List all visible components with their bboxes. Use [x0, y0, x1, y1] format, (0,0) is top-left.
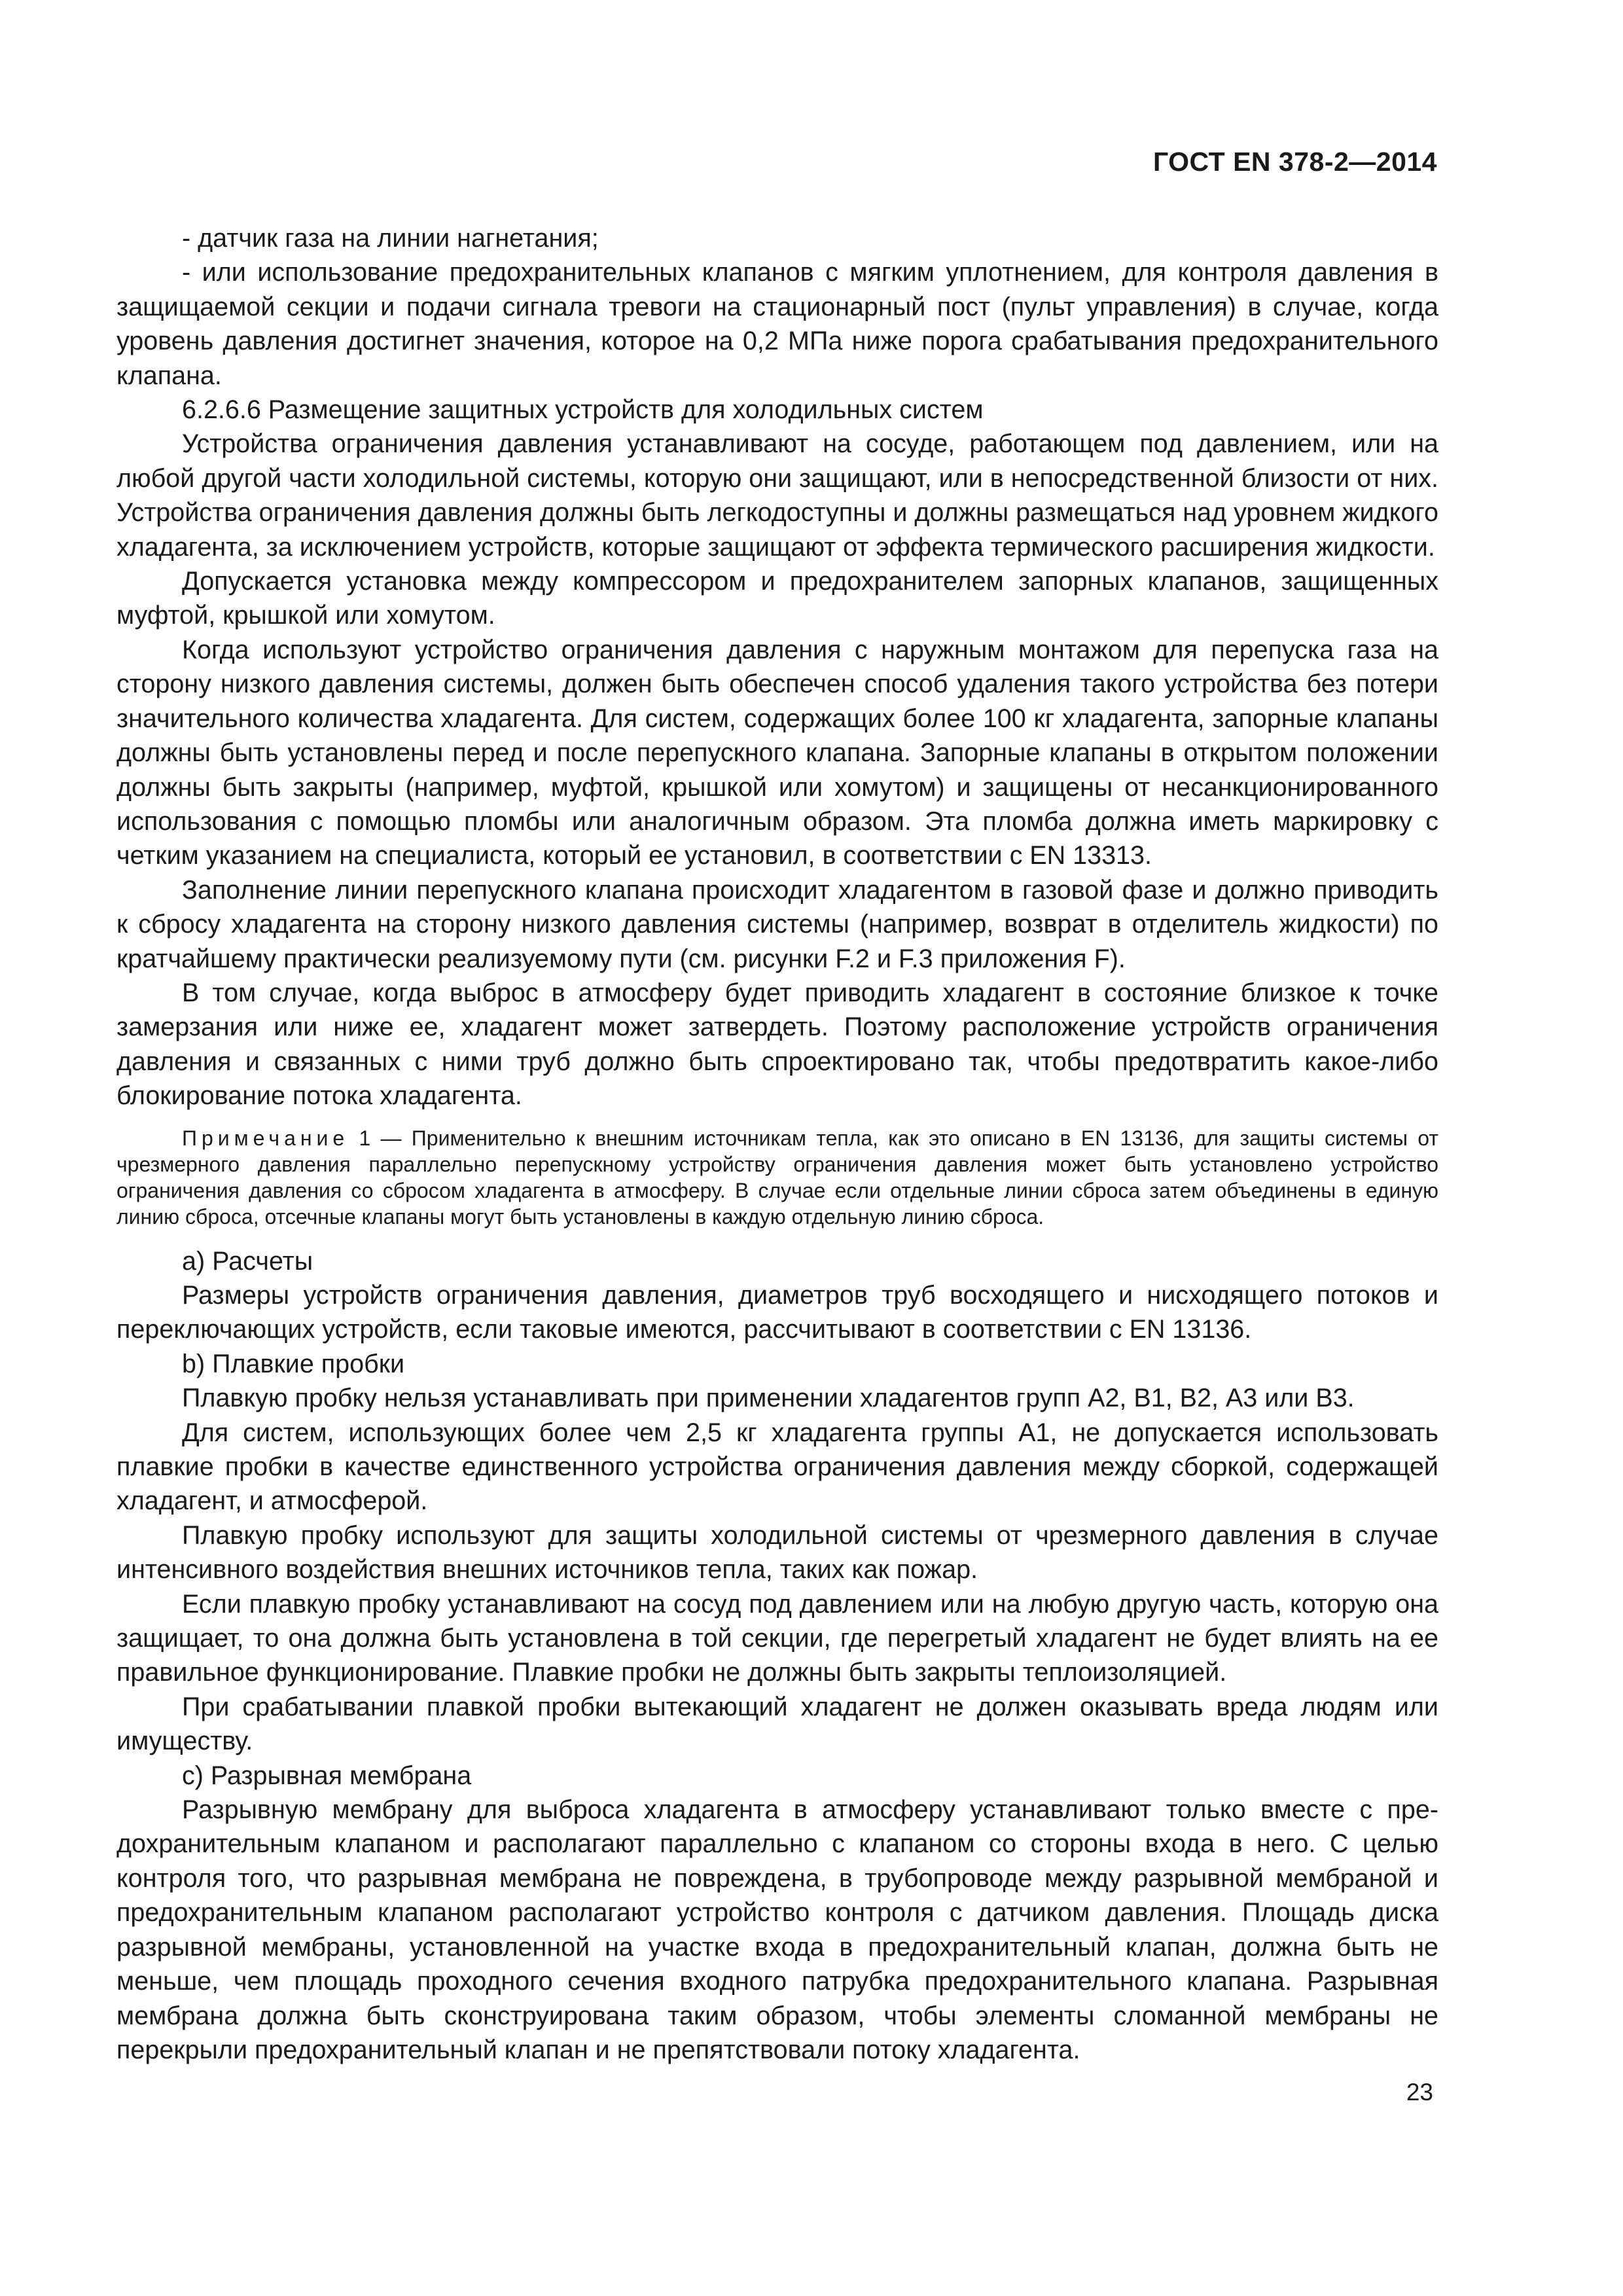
page-number: 23 [1406, 2079, 1433, 2106]
subsection-title-b: b) Плавкие пробки [182, 1349, 405, 1378]
note-text: Применительно к внешним источникам тепла, как это описано в EN 13136, для защиты системы от чрезмерного давления параллельно перепускному устройству ограничения давления может быть установлено устройство ограничения давления со сбросом хладагента в атмосферу. В случае если отдельные линии сброса затем объединены в единую линию сброса, отсечные клапаны могут быть установлены в каждую отдельную линию сброса. [116, 1126, 1439, 1229]
subsection-title-a: a) Расчеты [182, 1246, 313, 1276]
document-body [116, 221, 1438, 2067]
subsection-title-c: c) Разрывная мембрана [182, 1761, 472, 1790]
paragraph: Если плавкую пробку устанавливают на сосуд под давлением или на любую другую часть, которую она защищает, то она должна быть установлена в той секции, где перегретый хладагент не будет влиять на ее правильное функционирование. Плавкие пробки не должны быть закрыты теплоизоляцией. [116, 1589, 1438, 1687]
bullet-item: - или использование предохранительных клапанов с мягким уплотнением, для контроля давления в защищаемой секции и подачи сигнала тревоги на стационарный пост (пульт управления) в случае, когда уровень давления достигнет значения, которое на 0,2 МПа ниже порога срабатывания предохранительного клапана. [116, 258, 1438, 390]
standard-code-header: ГОСТ EN 378-2—2014 [1152, 147, 1437, 177]
paragraph: Заполнение линии перепускного клапана происходит хладагентом в газовой фазе и должно приводить к сбросу хладагента на сторону низкого давления системы (например, возврат в отделитель жидкости) по кратчайшему практически реализуемому пути (см. рисунки F.2 и F.3 приложения F). [116, 875, 1438, 973]
paragraph: В том случае, когда выброс в атмосферу будет приводить хладагент в состояние близкое к точке замерзания или ниже ее, хладагент может затвердеть. Поэтому расположение устройств ограничения давления и связанных с ними труб должно быть спроектировано так, чтобы предотвратить какое-либо блокирование потока хладагента. [116, 978, 1438, 1111]
section-heading: 6.2.6.6 Размещение защитных устройств для холодильных систем [182, 395, 984, 425]
bullet-item: - датчик газа на линии нагнетания; [182, 224, 599, 253]
paragraph: Устройства ограничения давления устанавливают на сосуде, работающем под давлением, или на любой другой части холодильной системы, которую они защищают, или в непосредственной близости от них. Устройства ограничения давления должны быть легкодоступны и должны размещаться над уровнем жидкого хладагента, за исключением устройств, которые защищают от эффекта термического расширения жидкости. [116, 429, 1438, 562]
paragraph: Разрывную мембрану для выброса хладагента в атмосферу устанавливают только вместе с предохранительным клапаном и располагают параллельно с клапаном со стороны входа в него. С целью контроля того, что разрывная мембрана не повреждена, в трубопроводе между разрывной мембраной и предохранительным клапаном располагают устройство контроля с датчиком давления. Площадь диска разрывной мембраны, установленной на участке входа в предохранительный клапан, должна быть не меньше, чем площадь проходного сечения входного патрубка предохранительного клапана. Разрывная мембрана должна быть сконструирована таким образом, чтобы элементы сломанной мембраны не перекрыли предохранительный клапан и не препятствовали потоку хладагента. [116, 1795, 1438, 2064]
paragraph: Размеры устройств ограничения давления, диаметров труб восходящего и нисходящего потоков и переключающих устройств, если таковые имеются, рассчитывают в соответствии с EN 13136. [116, 1280, 1438, 1344]
paragraph: Допускается установка между компрессором и предохранителем запорных клапанов, защищенных муфтой, крышкой или хомутом. [116, 567, 1438, 630]
paragraph: При срабатывании плавкой пробки вытекающий хладагент не должен оказывать вреда людям или имуществу. [116, 1692, 1438, 1756]
paragraph: Плавкую пробку используют для защиты холодильной системы от чрезмерного давления в случае интенсивного воздействия внешних источников тепла, таких как пожар. [116, 1520, 1438, 1585]
note-block: Примечание 1 — Применительно к внешним источникам тепла, как это описано в EN 13136, для защиты системы от чрезмерного давления параллельно перепускному устройству ограничения давления может быть установлено устройство ограничения давления со сбросом хладагента в атмосферу. В случае если отдельные линии сброса затем объединены в единую линию сброса, отсечные клапаны могут быть установлены в каждую отдельную линию сброса. [116, 1126, 1439, 1229]
paragraph: Когда используют устройство ограничения давления с наружным монтажом для перепуска газа на сторону низкого давления системы, должен быть обеспечен способ удаления такого устройства без потери значительного количества хладагента. Для систем, содержащих более 100 кг хладагента, запорные клапаны должны быть установлены перед и после перепускного клапана. Запорные клапаны в открытом положении должны быть закрыты (например, муфтой, крышкой или хомутом) и защищены от несанкционированного использования с помощью пломбы или аналогичным образом. Эта пломба должна иметь маркировку с четким указанием на специалиста, который ее установил, в соответствии с EN 13313. [116, 635, 1438, 870]
note-number: 1 [359, 1126, 371, 1150]
paragraph: Плавкую пробку нельзя устанавливать при применении хладагентов групп А2, В1, В2, А3 или В3. [182, 1384, 1355, 1413]
paragraph: Для систем, использующих более чем 2,5 кг хладагента группы А1, не допускается использовать плавкие пробки в качестве единственного устройства ограничения давления между сборкой, содержащей хладагент, и атмосферой. [116, 1418, 1438, 1516]
note-label: Примечание [182, 1126, 349, 1150]
